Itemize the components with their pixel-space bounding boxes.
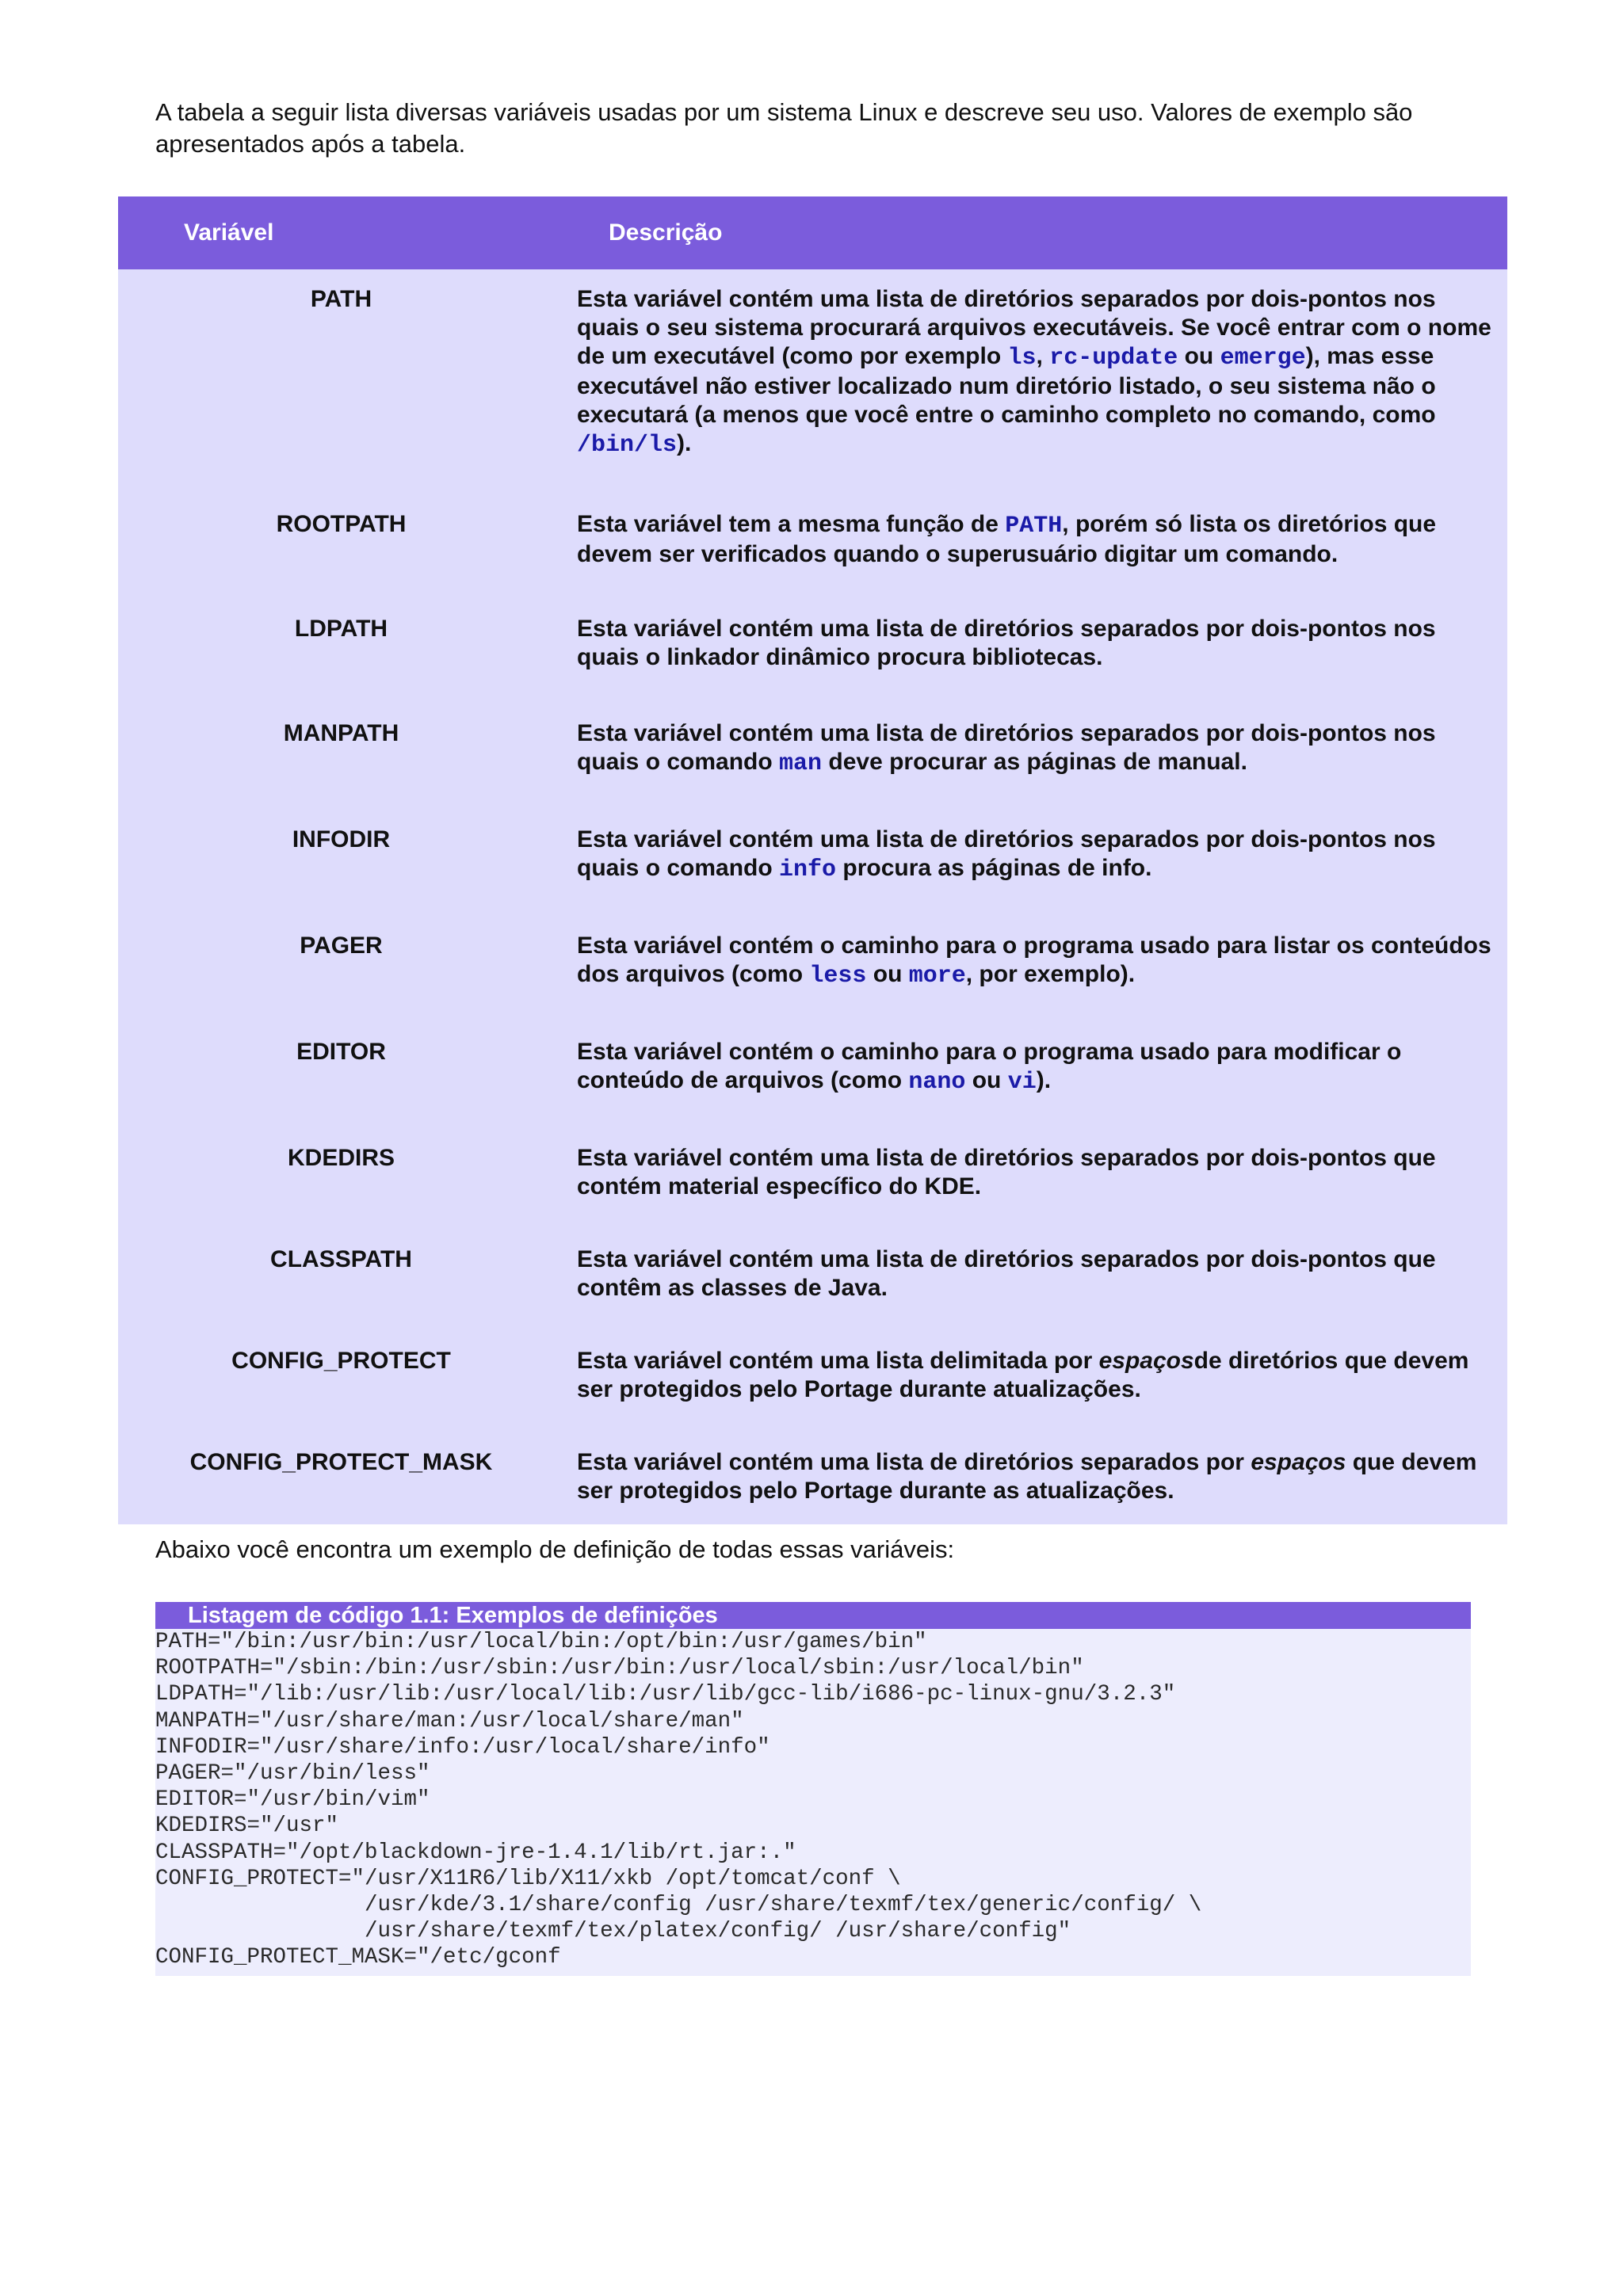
table-header-row bbox=[118, 196, 1507, 269]
variable-name: KDEDIRS bbox=[118, 1128, 564, 1230]
variable-description bbox=[564, 810, 1507, 916]
code-listing-body bbox=[155, 1629, 1471, 1976]
intro-paragraph: A tabela a seguir lista diversas variáveis usadas por um sistema Linux e descreve seu uso. Valores de exemplo são apresentados após a tabela. bbox=[155, 98, 1413, 158]
inline-code: /bin/ls bbox=[577, 432, 678, 459]
variable-description bbox=[564, 704, 1507, 810]
variable-description bbox=[564, 1022, 1507, 1128]
description-text: , porém só lista os diretórios que devem ser verificados quando o superusuário digitar um comando. bbox=[577, 511, 1437, 567]
variable-description bbox=[564, 1230, 1507, 1331]
table-row bbox=[118, 704, 1507, 810]
inline-code: nano bbox=[908, 1069, 966, 1096]
inline-code: man bbox=[779, 750, 823, 777]
code-line: /usr/kde/3.1/share/config /usr/share/texmf/tex/generic/config/ \ bbox=[155, 1893, 1202, 1918]
variable-name: ROOTPATH bbox=[118, 494, 564, 599]
variable-name: INFODIR bbox=[118, 810, 564, 916]
description-text: Esta variável contém uma lista de diretórios separados por dois-pontos nos quais o comando bbox=[577, 826, 1436, 881]
inline-code: rc-update bbox=[1049, 345, 1178, 372]
description-text: , bbox=[1036, 343, 1050, 369]
variable-description bbox=[564, 1331, 1507, 1432]
inline-code: ls bbox=[1007, 345, 1037, 372]
variable-description bbox=[564, 599, 1507, 704]
code-line: PAGER="/usr/bin/less" bbox=[155, 1761, 430, 1787]
table-row bbox=[118, 1331, 1507, 1432]
description-text: que devem ser protegidos pelo Portage durante as atualizações. bbox=[577, 1449, 1477, 1504]
variable-name: MANPATH bbox=[118, 704, 564, 810]
description-text: Esta variável contém uma lista de diretórios separados por dois-pontos nos quais o comando bbox=[577, 720, 1436, 775]
description-text: deve procurar as páginas de manual. bbox=[822, 749, 1247, 775]
table-row bbox=[118, 916, 1507, 1022]
variable-name: LDPATH bbox=[118, 599, 564, 704]
emphasis-text: espaços bbox=[1251, 1449, 1346, 1475]
header-variable: Variável bbox=[118, 196, 564, 269]
outro-paragraph: Abaixo você encontra um exemplo de definição de todas essas variáveis: bbox=[155, 1535, 955, 1563]
description-text: Esta variável tem a mesma função de bbox=[577, 511, 1006, 537]
table-row bbox=[118, 1022, 1507, 1128]
description-text: Esta variável contém o caminho para o programa usado para listar os conteúdos dos arquivos (como bbox=[577, 933, 1491, 987]
table-row bbox=[118, 810, 1507, 916]
description-text: ). bbox=[1036, 1067, 1052, 1093]
description-text: Esta variável contém uma lista de diretórios separados por dois-pontos nos quais o linkador dinâmico procura bibliotecas. bbox=[577, 616, 1436, 670]
variables-table bbox=[118, 196, 1507, 1524]
code-listing bbox=[155, 1602, 1471, 1976]
variable-description bbox=[564, 1128, 1507, 1230]
variable-description bbox=[564, 269, 1507, 494]
variable-name: CONFIG_PROTECT_MASK bbox=[118, 1432, 564, 1524]
inline-code: PATH bbox=[1005, 513, 1063, 540]
code-listing-title: Listagem de código 1.1: Exemplos de definições bbox=[155, 1602, 1471, 1629]
table-row bbox=[118, 269, 1507, 494]
description-text: ou bbox=[1178, 343, 1220, 369]
emphasis-text: espaços bbox=[1098, 1348, 1194, 1374]
description-text: Esta variável contém o caminho para o programa usado para modificar o conteúdo de arquivos (como bbox=[577, 1039, 1402, 1093]
table-body bbox=[118, 269, 1507, 1524]
description-text: Esta variável contém uma lista delimitada por bbox=[577, 1348, 1099, 1374]
table-row bbox=[118, 599, 1507, 704]
description-text: Esta variável contém uma lista de diretórios separados por bbox=[577, 1449, 1251, 1475]
table-row bbox=[118, 1432, 1507, 1524]
code-line: CONFIG_PROTECT_MASK="/etc/gconf bbox=[155, 1945, 561, 1970]
code-line: KDEDIRS="/usr" bbox=[155, 1814, 339, 1839]
code-line: ROOTPATH="/sbin:/bin:/usr/sbin:/usr/bin:/usr/local/sbin:/usr/local/bin" bbox=[155, 1656, 1084, 1681]
variable-description bbox=[564, 916, 1507, 1022]
inline-code: more bbox=[908, 963, 966, 990]
inline-code: vi bbox=[1007, 1069, 1037, 1096]
description-text: Esta variável contém uma lista de diretórios separados por dois-pontos que contêm as classes de Java. bbox=[577, 1246, 1436, 1301]
variable-name: PAGER bbox=[118, 916, 564, 1022]
code-line: PATH="/bin:/usr/bin:/usr/local/bin:/opt/bin:/usr/games/bin" bbox=[155, 1630, 927, 1654]
code-line: /usr/share/texmf/tex/platex/config/ /usr/share/config" bbox=[155, 1919, 1071, 1944]
inline-code: info bbox=[779, 856, 837, 883]
variable-description bbox=[564, 1432, 1507, 1524]
description-text: , por exemplo). bbox=[965, 961, 1136, 987]
code-line: INFODIR="/usr/share/info:/usr/local/share/info" bbox=[155, 1734, 770, 1760]
description-text: ou bbox=[866, 961, 909, 987]
code-line: CLASSPATH="/opt/blackdown-jre-1.4.1/lib/rt.jar:." bbox=[155, 1840, 796, 1865]
description-text: de diretórios que devem ser protegidos pelo Portage durante atualizações. bbox=[577, 1348, 1469, 1402]
inline-code: less bbox=[809, 963, 867, 990]
code-line: CONFIG_PROTECT="/usr/X11R6/lib/X11/xkb /opt/tomcat/conf \ bbox=[155, 1866, 901, 1891]
variable-description bbox=[564, 494, 1507, 599]
table-row bbox=[118, 1128, 1507, 1230]
code-line: MANPATH="/usr/share/man:/usr/local/share/man" bbox=[155, 1708, 744, 1733]
variable-name: PATH bbox=[118, 269, 564, 494]
description-text: Esta variável contém uma lista de diretórios separados por dois-pontos nos quais o seu sistema procurará arquivos executáveis. Se você entrar com o nome de um executável (como por exemplo bbox=[577, 286, 1491, 369]
header-description: Descrição bbox=[564, 196, 1507, 269]
code-line: LDPATH="/lib:/usr/lib:/usr/local/lib:/usr/lib/gcc-lib/i686-pc-linux-gnu/3.2.3" bbox=[155, 1682, 1176, 1707]
table-row bbox=[118, 494, 1507, 599]
description-text: ). bbox=[677, 430, 692, 456]
variable-name: EDITOR bbox=[118, 1022, 564, 1128]
inline-code: emerge bbox=[1220, 345, 1306, 372]
variable-name: CLASSPATH bbox=[118, 1230, 564, 1331]
description-text: ), mas esse executável não estiver localizado num diretório listado, o seu sistema não o executará (a menos que você entre o caminho completo no comando, como bbox=[577, 343, 1436, 428]
description-text: procura as páginas de info. bbox=[836, 855, 1152, 881]
table-row bbox=[118, 1230, 1507, 1331]
description-text: Esta variável contém uma lista de diretórios separados por dois-pontos que contém material específico do KDE. bbox=[577, 1145, 1436, 1199]
variable-name: CONFIG_PROTECT bbox=[118, 1331, 564, 1432]
description-text: ou bbox=[965, 1067, 1008, 1093]
code-line: EDITOR="/usr/bin/vim" bbox=[155, 1787, 430, 1813]
